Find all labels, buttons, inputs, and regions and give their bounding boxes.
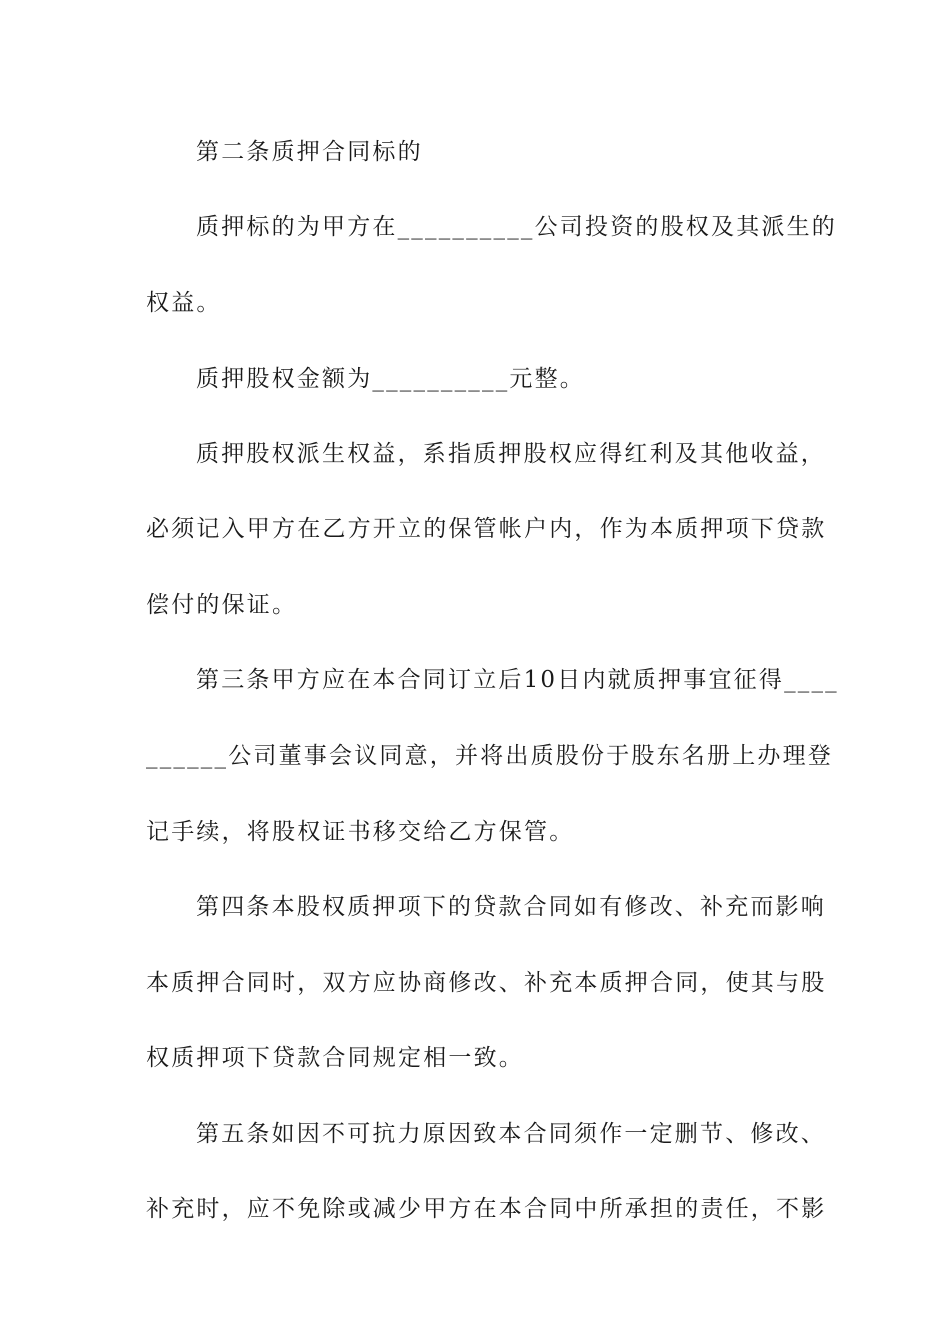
paragraph-line: 记手续，将股权证书移交给乙方保管。 (146, 819, 575, 845)
paragraph-line: 质押股权派生权益，系指质押股权应得红利及其他收益， (196, 441, 826, 467)
paragraph-line: 质押标的为甲方在__________公司投资的股权及其派生的 (196, 214, 837, 240)
paragraph-line: 本质押合同时，双方应协商修改、补充本质押合同，使其与股 (146, 970, 827, 996)
article-4-line: 第四条本股权质押项下的贷款合同如有修改、补充而影响 (196, 894, 826, 920)
article-3-line: 第三条甲方应在本合同订立后10日内就质押事宜征得____ (196, 667, 839, 693)
paragraph-line: 偿付的保证。 (146, 592, 298, 618)
paragraph-line: 必须记入甲方在乙方开立的保管帐户内，作为本质押项下贷款 (146, 516, 827, 542)
paragraph-line: ______公司董事会议同意，并将出质股份于股东名册上办理登 (146, 743, 833, 769)
paragraph-line: 补充时，应不免除或减少甲方在本合同中所承担的责任，不影 (146, 1196, 827, 1222)
paragraph-line: 质押股权金额为__________元整。 (196, 366, 585, 392)
article-2-heading: 第二条质押合同标的 (196, 139, 423, 165)
paragraph-line: 权益。 (146, 290, 222, 316)
article-5-line: 第五条如因不可抗力原因致本合同须作一定删节、修改、 (196, 1121, 826, 1147)
paragraph-line: 权质押项下贷款合同规定相一致。 (146, 1045, 524, 1071)
